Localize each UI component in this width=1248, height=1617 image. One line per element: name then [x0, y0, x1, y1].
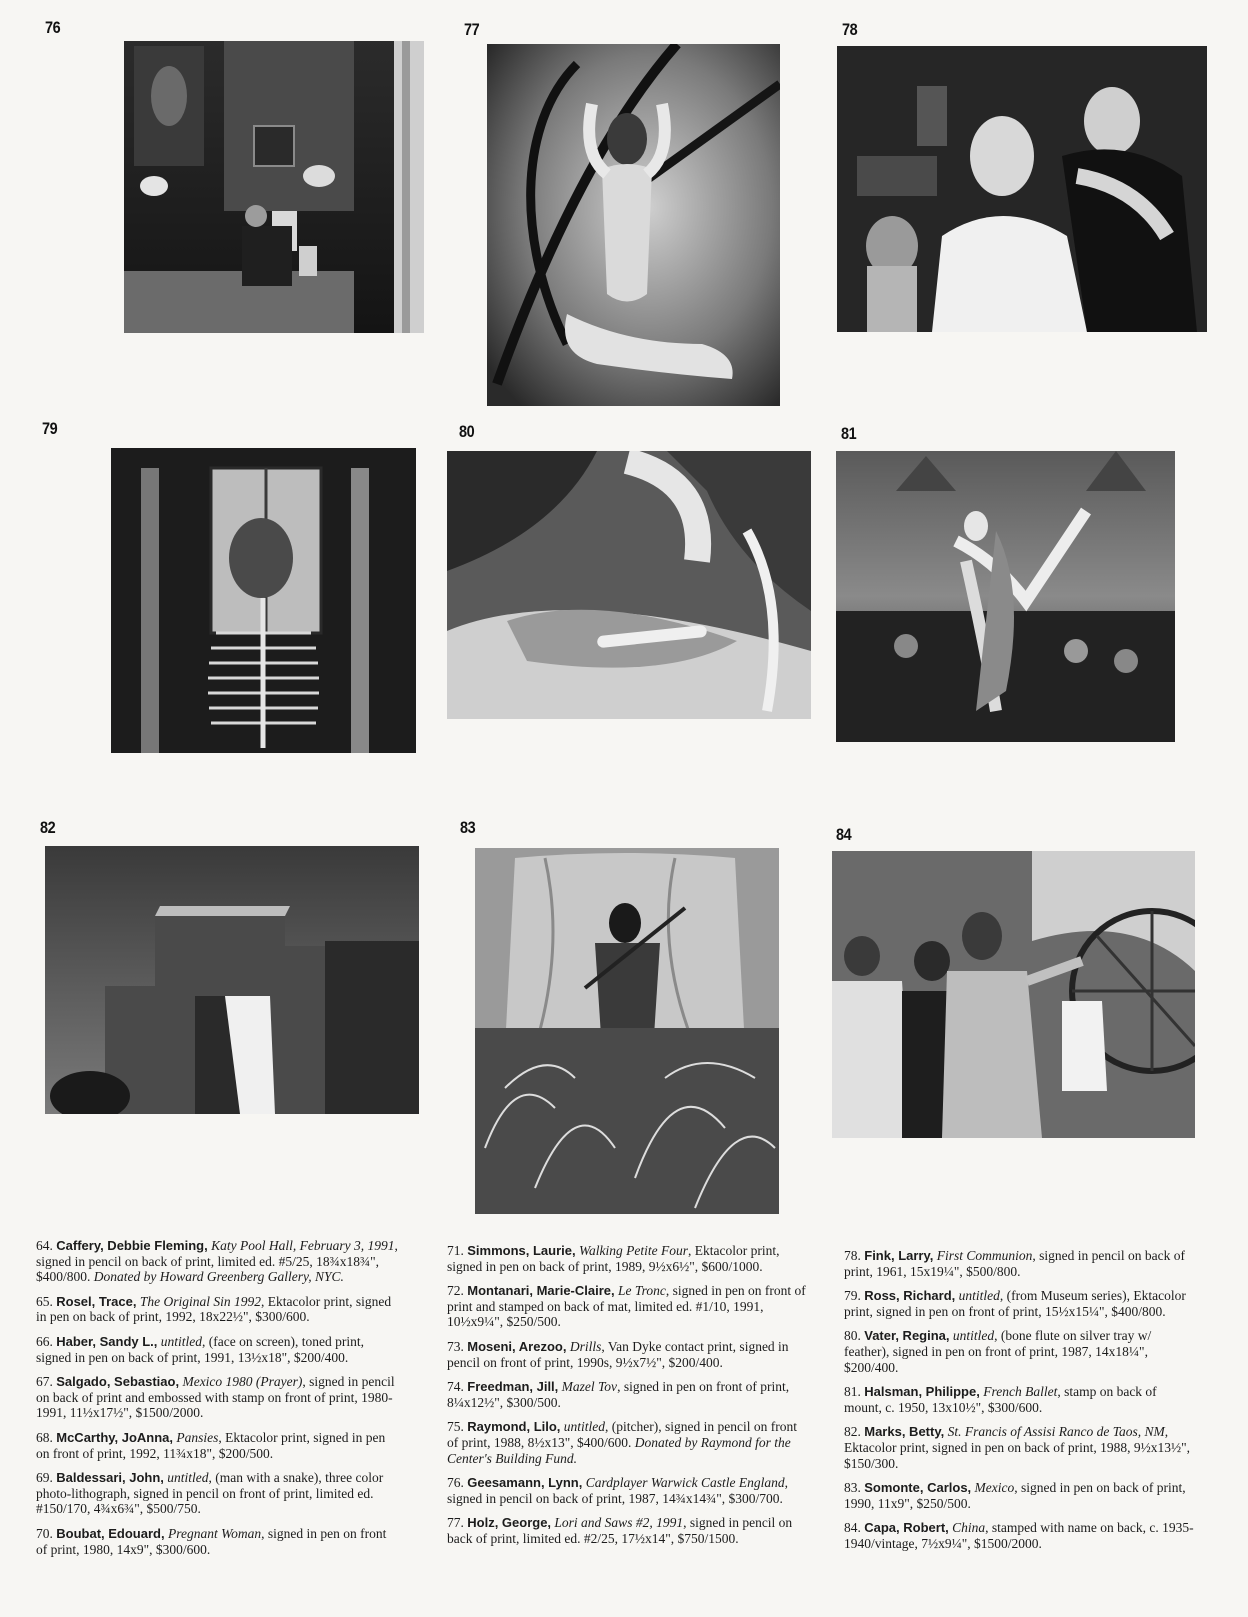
caption-column-right — [844, 1248, 1194, 1561]
catalog-entry: 77. Holz, George, Lori and Saws #2, 1991, signed in pencil on back of print, limited ed. #2/25, 17½x14", $750/1500. — [447, 1515, 793, 1546]
caption-column-middle — [447, 1243, 807, 1556]
plate-number: 81 — [841, 424, 857, 443]
photo-plate-79 — [111, 448, 416, 753]
catalog-entry: 65. Rosel, Trace, The Original Sin 1992, Ektacolor print, signed in pen on back of print, 1992, 18x22½", $300/600. — [36, 1293, 392, 1325]
catalog-entry: 82. Marks, Betty, St. Francis of Assisi Ranco de Taos, NM, Ektacolor print, signed in pen on back of print, 1988, 9½x13½", $150/300. — [844, 1424, 1190, 1471]
catalog-entry: 80. Vater, Regina, untitled, (bone flute on silver tray w/ feather), signed in pen on front of print, 1987, 14x18¼", $200/400. — [844, 1328, 1152, 1375]
catalog-entry: 79. Ross, Richard, untitled, (from Museum series), Ektacolor print, signed in pen on front of print, 15½x15¼", $400/800. — [844, 1288, 1186, 1319]
catalog-entry: 81. Halsman, Philippe, French Ballet, stamp on back of mount, c. 1950, 13x10½", $300/600. — [844, 1384, 1157, 1415]
catalog-entry: 78. Fink, Larry, First Communion, signed in pencil on back of print, 1961, 15x19¼", $500/800. — [844, 1248, 1185, 1279]
caption-column-left — [36, 1238, 398, 1566]
photo-plate-80 — [447, 451, 811, 719]
catalog-entry: 67. Salgado, Sebastiao, Mexico 1980 (Prayer), signed in pencil on back of print and embossed with stamp on front of print, 1980-1991, 11½x17½", $1500/2000. — [36, 1374, 395, 1421]
photo-plate-84 — [832, 851, 1195, 1138]
catalog-entry: 76. Geesamann, Lynn, Cardplayer Warwick Castle England, signed in pencil on back of print, 1987, 14¾x14¾", $300/700. — [447, 1475, 788, 1506]
catalog-entry: 83. Somonte, Carlos, Mexico, signed in pen on back of print, 1990, 11x9", $250/500. — [844, 1480, 1186, 1511]
catalog-entry: 70. Boubat, Edouard, Pregnant Woman, signed in pen on front of print, 1980, 14x9", $300/600. — [36, 1525, 387, 1557]
plate-number: 80 — [459, 422, 475, 441]
catalog-entry: 68. McCarthy, JoAnna, Pansies, Ektacolor print, signed in pen on front of print, 1992, 11¾x18", $200/500. — [36, 1429, 386, 1461]
plate-number: 76 — [45, 18, 61, 37]
catalog-entry: 84. Capa, Robert, China, stamped with name on back, c. 1935-1940/vintage, 7½x9¼", $1500/2000. — [844, 1520, 1194, 1551]
plate-number: 79 — [42, 419, 58, 438]
plate-number: 82 — [40, 818, 56, 837]
plate-number: 84 — [836, 825, 852, 844]
catalog-entry: 75. Raymond, Lilo, untitled, (pitcher), signed in pencil on front of print, 1988, 8½x13", $400/600. Donated by Raymond for the Center's Building Fund. — [447, 1419, 797, 1466]
photo-plate-82 — [45, 846, 419, 1114]
catalog-entry: 72. Montanari, Marie-Claire, Le Tronc, signed in pen on front of print and stamped on back of mat, limited ed. #1/10, 1991, 10½x9¼", $250/500. — [447, 1283, 806, 1330]
photo-plate-83 — [475, 848, 779, 1214]
plate-number: 83 — [460, 818, 476, 837]
plate-number: 78 — [842, 20, 858, 39]
catalog-entry: 64. Caffery, Debbie Fleming, Katy Pool Hall, February 3, 1991, signed in pencil on back of print, limited ed. #5/25, 18¾x18¾", $400/800. Donated by Howard Greenberg Gallery, NYC. — [36, 1238, 398, 1285]
photo-plate-81 — [836, 451, 1175, 742]
catalog-entry: 71. Simmons, Laurie, Walking Petite Four, Ektacolor print, signed in pen on back of print, 1989, 9½x6½", $600/1000. — [447, 1243, 780, 1274]
catalog-entry: 74. Freedman, Jill, Mazel Tov, signed in pen on front of print, 8¼x12½", $300/500. — [447, 1379, 790, 1410]
catalog-entry: 66. Haber, Sandy L., untitled, (face on screen), toned print, signed in pen on back of print, 1991, 13½x18", $200/400. — [36, 1333, 364, 1365]
catalog-entry: 73. Moseni, Arezoo, Drills, Van Dyke contact print, signed in pencil on front of print, 1990s, 9½x7½", $200/400. — [447, 1338, 789, 1370]
photo-plate-76 — [124, 41, 424, 333]
plate-number: 77 — [464, 20, 480, 39]
photo-plate-78 — [837, 46, 1207, 332]
catalog-entry: 69. Baldessari, John, untitled, (man with a snake), three color photo-lithograph, signed in pencil on front of print, limited ed. #150/170, 4¾x6¾", $500/750. — [36, 1470, 384, 1517]
photo-plate-77 — [487, 44, 780, 406]
